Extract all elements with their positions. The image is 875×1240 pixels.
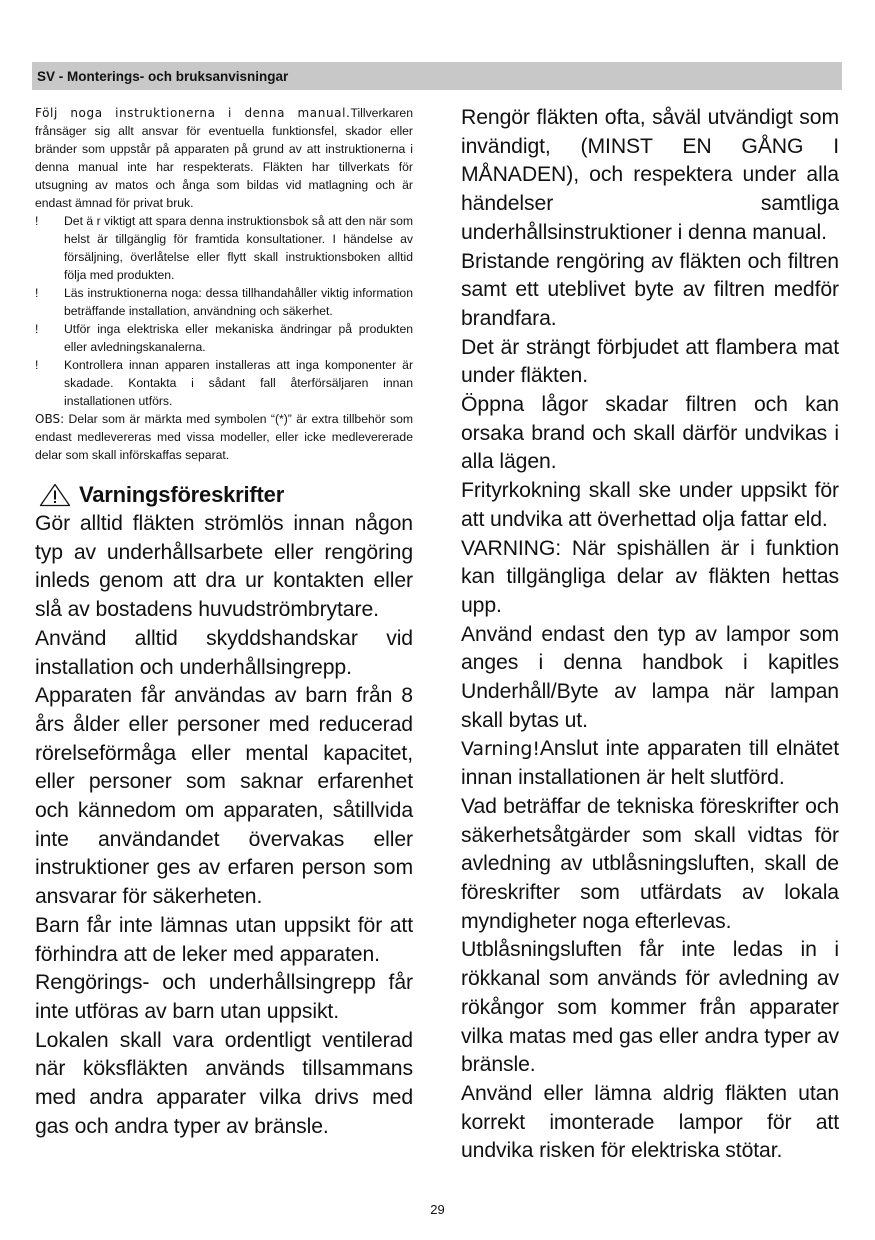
note-text: Utför inga elektriska eller mekaniska ändringar på produkten eller avledningskanalerna. [64, 322, 413, 354]
obs-lead: OBS: [35, 412, 65, 426]
intro-text: Tillverkaren frånsäger sig allt ansvar för eventuella funktionsfel, skador eller bränder som uppstår på apparaten på grund av att instruktionerna i denna manual inte har respekterats. Fläkten har tillverkats för utsugning av matos och ånga som bildas vid matlagning och är endast ämnad för privat bruk. [35, 106, 413, 210]
varning-lead: Varning! [461, 738, 540, 761]
obs-paragraph [35, 410, 413, 464]
warning-paragraph: Rengör fläkten ofta, såväl utvändigt som invändigt, (MINST EN GÅNG I MÅNADEN), och respektera under alla händelser samtliga underhållsinstruktioner i denna manual. [461, 106, 839, 244]
warning-paragraph: Apparaten får användas av barn från 8 års ålder eller personer med reducerad rörelseförmåga eller mental kapacitet, eller personer som saknar erfarenhet och kännedom om apparaten, såtillvida inte användandet övervakas eller instruktioner ges av erfaren person som ansvarar för säkerheten. [35, 684, 413, 909]
note-item [35, 356, 413, 410]
warning-paragraph: Utblåsningsluften får inte ledas in i rökkanal som används för avledning av rökångor som kommer från apparater vilka matas med gas eller andra typer av bränsle. [461, 938, 839, 1077]
note-text: Kontrollera innan apparen installeras att inga komponenter är skadade. Kontakta i sådant fall återförsäljaren innan installationen utförs. [64, 358, 413, 408]
page-number: 29 [430, 1202, 445, 1217]
warning-paragraph: Frityrkokning skall ske under uppsikt för att undvika att överhettad olja fattar eld. [461, 479, 839, 531]
right-column [461, 104, 839, 1166]
exclamation-icon: ! [35, 286, 39, 300]
varning-text: Anslut inte apparaten till elnätet innan installationen är helt slutförd. [461, 737, 839, 790]
warning-paragraph: Rengörings- och underhållsingrepp får inte utföras av barn utan uppsikt. [35, 971, 413, 1023]
note-item [35, 284, 413, 320]
warning-paragraph: Använd endast den typ av lampor som anges i denna handbok i kapitles Underhåll/Byte av lampa när lampan skall bytas ut. [461, 622, 839, 732]
exclamation-icon: ! [35, 214, 39, 228]
varning-paragraph [461, 735, 839, 792]
exclamation-icon: ! [35, 358, 39, 372]
intro-lead: Följ noga instruktionerna i denna manual. [35, 106, 351, 120]
warning-paragraph: Använd alltid skyddshandskar vid installation och underhållsingrepp. [35, 626, 413, 679]
warning-paragraph: Använd eller lämna aldrig fläkten utan korrekt imonterade lampor för att undvika risken för elektriska stötar. [461, 1081, 839, 1163]
note-item [35, 320, 413, 356]
warning-paragraph: Det är strängt förbjudet att flambera mat under fläkten. [461, 335, 839, 388]
exclamation-icon: ! [35, 322, 39, 336]
warnings-title: Varningsföreskrifter [79, 482, 285, 507]
left-column [35, 104, 413, 1141]
warning-paragraph: Barn får inte lämnas utan uppsikt för att förhindra att de leker med apparaten. [35, 913, 413, 966]
section-header-title: SV - Monterings- och bruksanvisningar [37, 69, 289, 84]
warning-triangle-icon [39, 483, 71, 507]
warning-paragraph: VARNING: När spishällen är i funktion kan tillgängliga delar av fläkten hettas upp. [461, 536, 839, 617]
section-header-bar [32, 62, 842, 90]
warning-paragraph: Vad beträffar de tekniska föreskrifter och säkerhetsåtgärder som skall vidtas för avledning av utblåsningsluften, skall de föreskrifter som utfärdats av lokala myndigheter noga efterlevas. [461, 794, 839, 933]
notes-list [35, 212, 413, 410]
warning-paragraph: Gör alltid fläkten strömlös innan någon typ av underhållsarbete eller rengöring inleds genom att dra ur kontakten eller slå av bostadens huvudströmbrytare. [35, 512, 413, 622]
note-item [35, 212, 413, 284]
intro-paragraph [35, 104, 413, 212]
obs-text: Delar som är märkta med symbolen “(*)” är extra tillbehör som endast medlevereras med vissa modeller, eller icke medlevererade delar som skall införskaffas separat. [35, 412, 414, 462]
warning-paragraph: Bristande rengöring av fläkten och filtren samt ett uteblivet byte av filtren medför brandfara. [461, 249, 839, 330]
warning-paragraph: Lokalen skall vara ordentligt ventilerad när köksfläkten används tillsammans med andra apparater vilka drivs med gas och andra typer av bränsle. [35, 1028, 413, 1138]
warning-paragraph: Öppna lågor skadar filtren och kan orsaka brand och skall därför undvikas i alla lägen. [461, 393, 839, 474]
warnings-heading [35, 482, 413, 508]
note-text: Det ä r viktigt att spara denna instruktionsbok så att den när som helst är tillgänglig för framtida konsultationer. I händelse av försäljning, överlåtelse eller flytt skall instruktionsboken alltid följa med produkten. [64, 214, 413, 282]
note-text: Läs instruktionerna noga: dessa tillhandahåller viktig information beträffande installation, användning och säkerhet. [64, 286, 413, 318]
